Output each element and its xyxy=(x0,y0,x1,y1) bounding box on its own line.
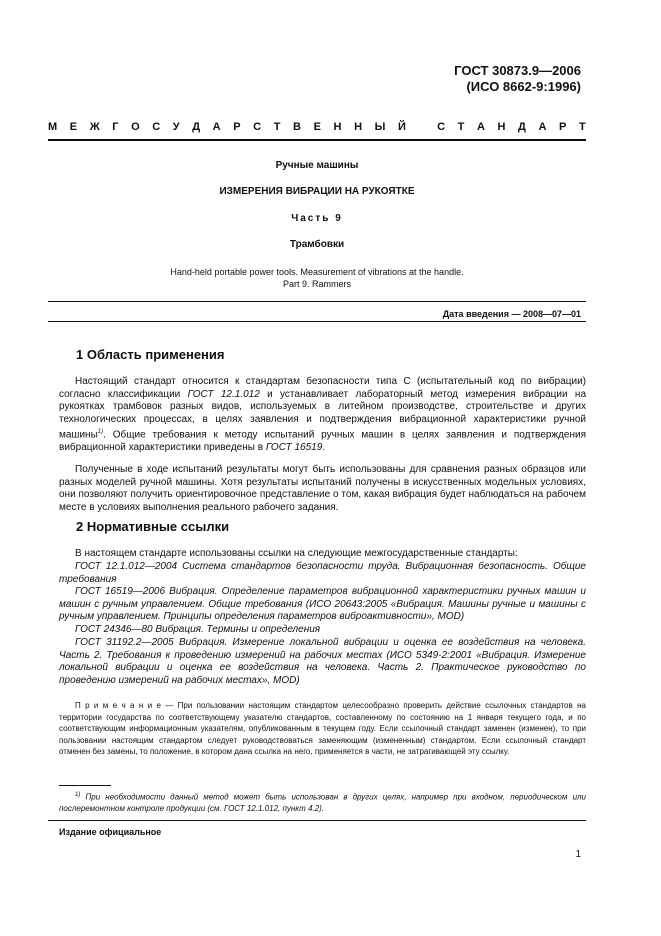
footnote-mark: 1) xyxy=(75,792,81,798)
interstate-letter: Т xyxy=(457,121,465,133)
references-note xyxy=(59,700,586,758)
interstate-letter: Д xyxy=(192,121,201,133)
interstate-letter: Р xyxy=(233,121,241,133)
header-rule xyxy=(48,139,586,141)
references-intro: В настоящем стандарте использованы ссылки на следующие межгосударственные стандарты: xyxy=(75,548,518,559)
edition-rule xyxy=(48,820,586,821)
interstate-letter: У xyxy=(172,121,180,133)
interstate-letter: Е xyxy=(313,121,321,133)
reference-gost-12-1-012: ГОСТ 12.1.012 xyxy=(187,388,260,400)
text-run: и устанавливает лабораторный метод измерения вибрации на рукоятках трамбовок разных видов, используемых в литейном производстве, строительстве и других технологических процессах, в целях заявления и подтверждения вибрационной характеристики ручной машины xyxy=(59,388,587,441)
reference-item: ГОСТ 12.1.012—2004 Система стандартов безопасности труда. Вибрационная безопасность. Общие требования xyxy=(59,561,586,585)
interstate-letter: А xyxy=(538,121,547,133)
title-part: Часть 9 xyxy=(291,213,343,224)
interstate-standard-heading xyxy=(48,121,586,133)
text-run: Настоящий стандарт относится к стандартам безопасности типа С (испытательный код по вибрации) согласно классификации xyxy=(59,376,586,400)
iso-code: (ИСО 8662-9:1996) xyxy=(466,79,581,94)
footnote-text: При необходимости данный метод может быть использован в других целях, например при входном, периодическом или послеремонтном контроле продукции (см. ГОСТ 12.1.012, пункт 4.2). xyxy=(59,792,586,814)
interstate-letter: Н xyxy=(354,121,363,133)
title-english-line2: Part 9. Rammers xyxy=(282,279,351,289)
reference-item: ГОСТ 31192.2—2005 Вибрация. Измерение локальной вибрации и оценка ее воздействия на человека. Часть 2. Требования к проведению измерений на рабочих местах (ИСО 5349-2:2001 «Вибрация. Измерение локальной вибрации и оценка ее воздействия на человека. Часть 2. Практическое руководство по проведению измерений на рабочих местах», MOD) xyxy=(59,637,586,686)
interstate-letter: А xyxy=(476,121,485,133)
interstate-letter: Г xyxy=(112,121,119,133)
interstate-letter: Т xyxy=(273,121,281,133)
title-main: ИЗМЕРЕНИЯ ВИБРАЦИИ НА РУКОЯТКЕ xyxy=(219,186,415,197)
text-run: . Общие требования к методу испытаний ручных машин в целях заявления и подтверждения вибрационной характеристики приведены в xyxy=(59,429,586,453)
interstate-letter: О xyxy=(131,121,140,133)
interstate-letter: Ы xyxy=(374,121,386,133)
footnote-marker: 1) xyxy=(97,429,104,435)
interstate-letter: С xyxy=(152,121,161,133)
interstate-letter xyxy=(418,121,424,133)
footnote-separator xyxy=(59,785,111,786)
section-2-heading: 2 Нормативные ссылки xyxy=(76,519,230,534)
interstate-letter: Е xyxy=(69,121,78,133)
note-text: При пользовании настоящим стандартом целесообразно проверить действие ссылочных стандартов на территории государства по соответствующему указателю стандартов, составленному по состоянию на 1 января текущего года, и по соответствующим информационным указателям, опубликованным в текущем году. Если ссылочный стандарт заменен (изменен), то при пользовании настоящим стандартом следует руководствоваться заменяющим (измененным) стандартом. Если ссылочный стандарт отменен без замены, то положение, в котором дана ссылка на него, применяется в части, не затрагивающей эту ссылку. xyxy=(59,701,586,756)
interstate-letter: Й xyxy=(397,121,406,133)
interstate-letter: Ж xyxy=(89,121,100,133)
title-subject: Трамбовки xyxy=(289,239,345,250)
interstate-letter: Т xyxy=(578,121,586,133)
text-run: . xyxy=(322,441,326,453)
interstate-letter: Н xyxy=(333,121,342,133)
interstate-letter: М xyxy=(48,121,58,133)
reference-gost-16519: ГОСТ 16519 xyxy=(265,441,323,453)
date-rule xyxy=(48,321,586,322)
interstate-letter: С xyxy=(437,121,446,133)
reference-item: ГОСТ 16519—2006 Вибрация. Определение параметров вибрационной характеристики ручных машин и машин с ручным управлением. Общие требования (ИСО 20643:2005 «Вибрация. Машины ручные и машины с ручным управлением. Принципы определения параметров виброактивности», MOD) xyxy=(59,586,586,622)
section-1-paragraph-1 xyxy=(59,376,586,454)
section-1-heading: 1 Область применения xyxy=(76,347,225,362)
section-1-paragraph-2: Полученные в ходе испытаний результаты могут быть использованы для сравнения разных образцов или разных моделей ручной машины. Хотя результаты испытаний получены в искусственных модельных условиях, они позволяют получить ориентировочное представление о том, какая вибрация будет наблюдаться на рабочем месте в условиях выполнения реального рабочего задания. xyxy=(59,464,586,513)
title-rule xyxy=(48,301,586,302)
footnote xyxy=(59,790,586,815)
interstate-letter: В xyxy=(293,121,301,133)
page-number: 1 xyxy=(575,849,581,860)
interstate-letter: А xyxy=(212,121,221,133)
title-english-line1: Hand-held portable power tools. Measurement of vibrations at the handle. xyxy=(170,267,464,277)
title-group: Ручные машины xyxy=(275,160,359,171)
reference-item: ГОСТ 24346—80 Вибрация. Термины и определения xyxy=(75,624,321,635)
note-label: П р и м е ч а н и е — xyxy=(75,701,178,710)
interstate-letter: Н xyxy=(497,121,506,133)
edition-label: Издание официальное xyxy=(59,827,162,837)
standard-code: ГОСТ 30873.9—2006 xyxy=(454,63,581,78)
interstate-letter: С xyxy=(253,121,262,133)
interstate-letter: Р xyxy=(559,121,567,133)
interstate-letter: Д xyxy=(518,121,526,133)
introduction-date: Дата введения — 2008—07—01 xyxy=(442,309,581,319)
